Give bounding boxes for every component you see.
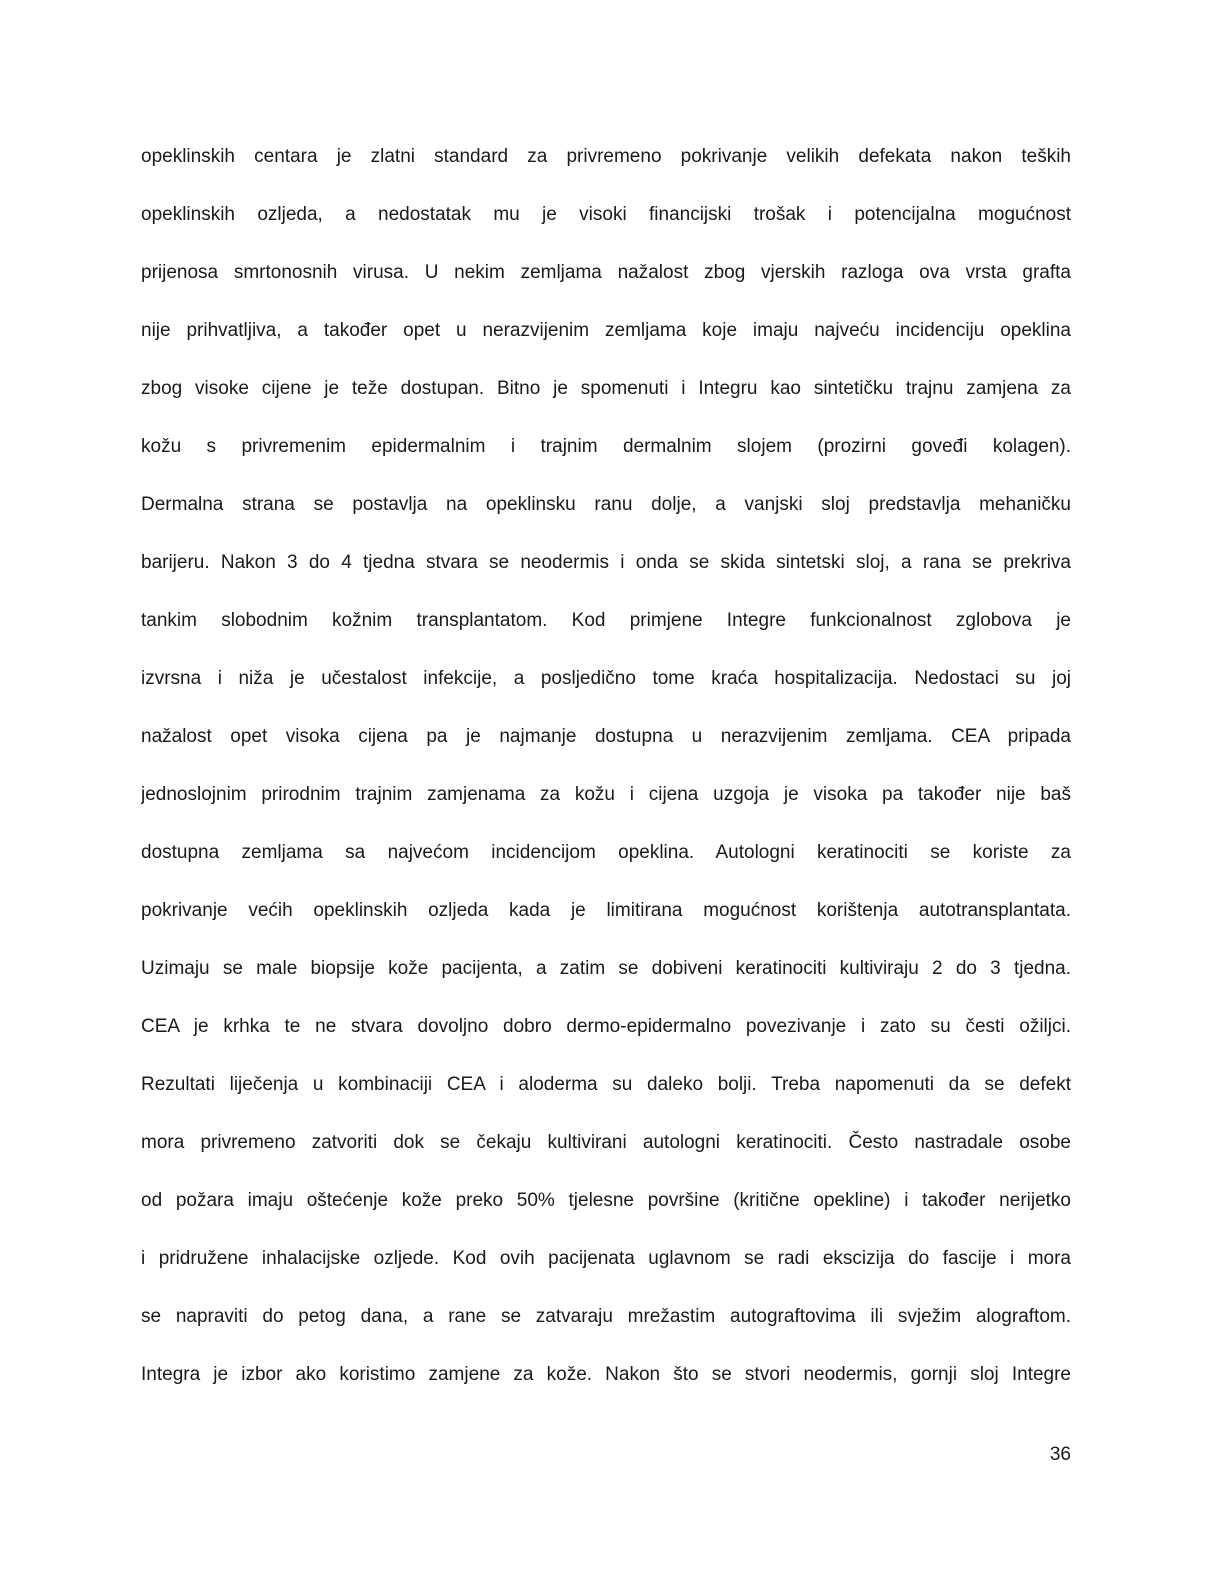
text-line: tankim slobodnim kožnim transplantatom. Kod primjene Integre funkcionalnost zglobova je: [141, 610, 1071, 631]
text-line: izvrsna i niža je učestalost infekcije, a posljedično tome kraća hospitalizacija. Nedostaci su joj: [141, 668, 1071, 689]
text-line: dostupna zemljama sa najvećom incidencijom opeklina. Autologni keratinociti se koriste za: [141, 842, 1071, 863]
body-text: [141, 139, 1071, 1415]
text-line: mora privremeno zatvoriti dok se čekaju kultivirani autologni keratinociti. Često nastradale osobe: [141, 1132, 1071, 1153]
text-line: CEA je krhka te ne stvara dovoljno dobro dermo-epidermalno povezivanje i zato su česti ožiljci.: [141, 1016, 1071, 1037]
text-line: Integra je izbor ako koristimo zamjene za kože. Nakon što se stvori neodermis, gornji sloj Integre: [141, 1364, 1071, 1385]
text-line: jednoslojnim prirodnim trajnim zamjenama za kožu i cijena uzgoja je visoka pa također nije baš: [141, 784, 1071, 805]
text-line: nažalost opet visoka cijena pa je najmanje dostupna u nerazvijenim zemljama. CEA pripada: [141, 726, 1071, 747]
page-number: 36: [1049, 1444, 1071, 1465]
text-line: pokrivanje većih opeklinskih ozljeda kada je limitirana mogućnost korištenja autotransplantata.: [141, 900, 1071, 921]
text-line: i pridružene inhalacijske ozljede. Kod ovih pacijenata uglavnom se radi ekscizija do fascije i mora: [141, 1248, 1071, 1269]
text-line: opeklinskih ozljeda, a nedostatak mu je visoki financijski trošak i potencijalna mogućnost: [141, 204, 1071, 225]
text-line: Dermalna strana se postavlja na opeklinsku ranu dolje, a vanjski sloj predstavlja mehaničku: [141, 494, 1071, 515]
text-line: se napraviti do petog dana, a rane se zatvaraju mrežastim autograftovima ili svježim alograftom.: [141, 1306, 1071, 1327]
text-line: Uzimaju se male biopsije kože pacijenta, a zatim se dobiveni keratinociti kultiviraju 2 do 3 tjedna.: [141, 958, 1071, 979]
text-line: zbog visoke cijene je teže dostupan. Bitno je spomenuti i Integru kao sintetičku trajnu zamjena za: [141, 378, 1071, 399]
text-line: barijeru. Nakon 3 do 4 tjedna stvara se neodermis i onda se skida sintetski sloj, a rana se prekriva: [141, 552, 1071, 573]
text-line: od požara imaju oštećenje kože preko 50% tjelesne površine (kritične opekline) i također nerijetko: [141, 1190, 1071, 1211]
text-line: kožu s privremenim epidermalnim i trajnim dermalnim slojem (prozirni goveđi kolagen).: [141, 436, 1071, 457]
text-line: opeklinskih centara je zlatni standard za privremeno pokrivanje velikih defekata nakon teških: [141, 146, 1071, 167]
text-line: prijenosa smrtonosnih virusa. U nekim zemljama nažalost zbog vjerskih razloga ova vrsta grafta: [141, 262, 1071, 283]
text-line: Rezultati liječenja u kombinaciji CEA i aloderma su daleko bolji. Treba napomenuti da se defekt: [141, 1074, 1071, 1095]
text-line: nije prihvatljiva, a također opet u nerazvijenim zemljama koje imaju najveću incidenciju opeklina: [141, 320, 1071, 341]
